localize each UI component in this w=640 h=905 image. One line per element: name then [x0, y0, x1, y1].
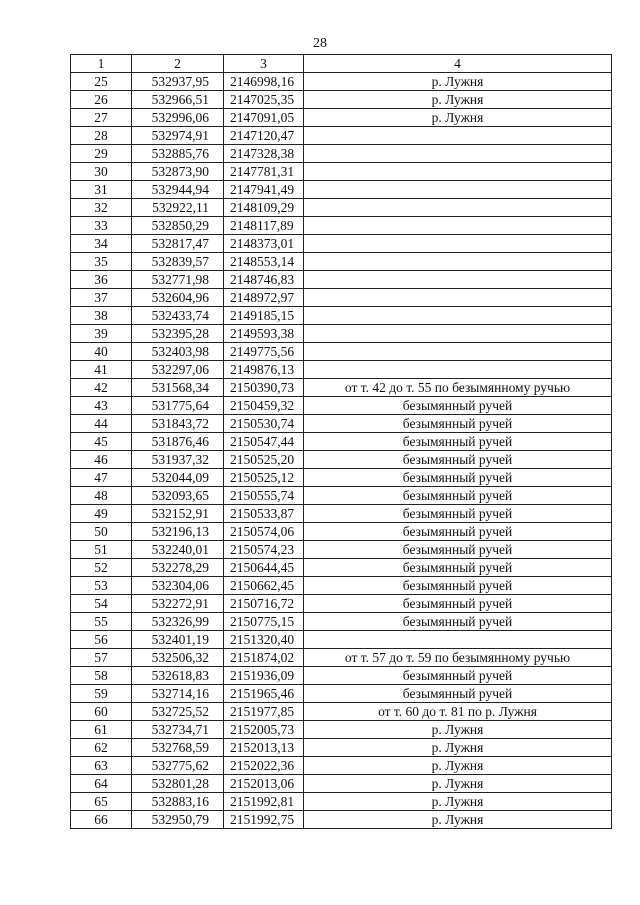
coordinate-x: 531843,72 — [132, 415, 224, 433]
coordinate-x: 532801,28 — [132, 775, 224, 793]
table-row — [71, 685, 612, 703]
boundary-description: от т. 42 до т. 55 по безымянному ручью — [304, 379, 612, 397]
point-number: 65 — [71, 793, 132, 811]
coordinate-x: 532734,71 — [132, 721, 224, 739]
coordinate-y: 2147120,47 — [224, 127, 304, 145]
boundary-description: безымянный ручей — [304, 469, 612, 487]
boundary-description: р. Лужня — [304, 775, 612, 793]
table-row — [71, 811, 612, 829]
table-row — [71, 415, 612, 433]
coordinate-x: 532506,32 — [132, 649, 224, 667]
point-number: 37 — [71, 289, 132, 307]
boundary-description — [304, 145, 612, 163]
coordinate-x: 532326,99 — [132, 613, 224, 631]
table-row — [71, 199, 612, 217]
header-row — [71, 55, 612, 73]
coordinate-y: 2150574,06 — [224, 523, 304, 541]
coordinate-x: 532771,98 — [132, 271, 224, 289]
coordinate-x: 532966,51 — [132, 91, 224, 109]
coordinate-x: 532240,01 — [132, 541, 224, 559]
point-number: 26 — [71, 91, 132, 109]
boundary-description — [304, 631, 612, 649]
point-number: 47 — [71, 469, 132, 487]
coordinate-y: 2148972,97 — [224, 289, 304, 307]
boundary-description — [304, 361, 612, 379]
table-row — [71, 505, 612, 523]
coordinate-y: 2151936,09 — [224, 667, 304, 685]
coordinate-x: 531876,46 — [132, 433, 224, 451]
boundary-description: безымянный ручей — [304, 667, 612, 685]
page-number: 28 — [313, 36, 327, 51]
coordinate-x: 532950,79 — [132, 811, 224, 829]
coordinate-y: 2148109,29 — [224, 199, 304, 217]
coordinate-y: 2148117,89 — [224, 217, 304, 235]
coordinate-y: 2147328,38 — [224, 145, 304, 163]
table-row — [71, 181, 612, 199]
point-number: 48 — [71, 487, 132, 505]
table-row — [71, 595, 612, 613]
coordinate-y: 2151992,75 — [224, 811, 304, 829]
boundary-description: от т. 60 до т. 81 по р. Лужня — [304, 703, 612, 721]
point-number: 58 — [71, 667, 132, 685]
coordinate-x: 532304,06 — [132, 577, 224, 595]
point-number: 30 — [71, 163, 132, 181]
point-number: 59 — [71, 685, 132, 703]
boundary-description — [304, 271, 612, 289]
coordinate-x: 532725,52 — [132, 703, 224, 721]
point-number: 45 — [71, 433, 132, 451]
table-row — [71, 343, 612, 361]
point-number: 38 — [71, 307, 132, 325]
boundary-description: р. Лужня — [304, 811, 612, 829]
boundary-description — [304, 289, 612, 307]
coordinate-y: 2150530,74 — [224, 415, 304, 433]
table-row — [71, 307, 612, 325]
boundary-description: р. Лужня — [304, 793, 612, 811]
point-number: 52 — [71, 559, 132, 577]
point-number: 43 — [71, 397, 132, 415]
coordinate-y: 2151992,81 — [224, 793, 304, 811]
coordinate-y: 2149185,15 — [224, 307, 304, 325]
point-number: 63 — [71, 757, 132, 775]
point-number: 31 — [71, 181, 132, 199]
coordinate-x: 532922,11 — [132, 199, 224, 217]
boundary-description: безымянный ручей — [304, 595, 612, 613]
table-row — [71, 631, 612, 649]
coordinate-x: 532433,74 — [132, 307, 224, 325]
coordinate-y: 2148746,83 — [224, 271, 304, 289]
table-row — [71, 73, 612, 91]
coordinate-x: 532768,59 — [132, 739, 224, 757]
coordinate-y: 2152013,06 — [224, 775, 304, 793]
point-number: 40 — [71, 343, 132, 361]
table-row — [71, 793, 612, 811]
coordinate-y: 2150644,45 — [224, 559, 304, 577]
table-row — [71, 577, 612, 595]
point-number: 61 — [71, 721, 132, 739]
coordinate-y: 2150525,20 — [224, 451, 304, 469]
table-row — [71, 721, 612, 739]
coordinate-x: 532272,91 — [132, 595, 224, 613]
boundary-description: безымянный ручей — [304, 577, 612, 595]
boundary-description: р. Лужня — [304, 757, 612, 775]
coordinate-x: 532839,57 — [132, 253, 224, 271]
coordinate-y: 2152022,36 — [224, 757, 304, 775]
point-number: 64 — [71, 775, 132, 793]
boundary-description: безымянный ручей — [304, 505, 612, 523]
coordinate-x: 532883,16 — [132, 793, 224, 811]
table-row — [71, 271, 612, 289]
boundary-description — [304, 181, 612, 199]
table-row — [71, 379, 612, 397]
table-row — [71, 109, 612, 127]
boundary-description: безымянный ручей — [304, 451, 612, 469]
coordinate-x: 532044,09 — [132, 469, 224, 487]
table-row — [71, 253, 612, 271]
coordinates-table — [70, 54, 612, 829]
point-number: 60 — [71, 703, 132, 721]
table-header — [71, 55, 612, 73]
point-number: 35 — [71, 253, 132, 271]
boundary-description — [304, 253, 612, 271]
coordinate-y: 2147781,31 — [224, 163, 304, 181]
coordinate-x: 532873,90 — [132, 163, 224, 181]
coordinate-y: 2148373,01 — [224, 235, 304, 253]
coordinate-y: 2150459,32 — [224, 397, 304, 415]
boundary-description — [304, 217, 612, 235]
coordinate-x: 532093,65 — [132, 487, 224, 505]
boundary-description — [304, 199, 612, 217]
table-row — [71, 739, 612, 757]
coordinate-y: 2150555,74 — [224, 487, 304, 505]
coordinate-x: 531937,32 — [132, 451, 224, 469]
point-number: 42 — [71, 379, 132, 397]
point-number: 62 — [71, 739, 132, 757]
column-header-1: 1 — [71, 55, 132, 73]
coordinate-x: 532974,91 — [132, 127, 224, 145]
table-row — [71, 703, 612, 721]
coordinate-x: 531775,64 — [132, 397, 224, 415]
point-number: 33 — [71, 217, 132, 235]
table-body — [71, 73, 612, 829]
point-number: 49 — [71, 505, 132, 523]
coordinate-x: 532937,95 — [132, 73, 224, 91]
point-number: 39 — [71, 325, 132, 343]
boundary-description: безымянный ручей — [304, 415, 612, 433]
table-row — [71, 325, 612, 343]
boundary-description: безымянный ручей — [304, 559, 612, 577]
point-number: 54 — [71, 595, 132, 613]
coordinate-y: 2150525,12 — [224, 469, 304, 487]
coordinate-y: 2150547,44 — [224, 433, 304, 451]
coordinate-x: 532850,29 — [132, 217, 224, 235]
coordinate-x: 532996,06 — [132, 109, 224, 127]
coordinate-y: 2150390,73 — [224, 379, 304, 397]
boundary-description: р. Лужня — [304, 91, 612, 109]
table-row — [71, 775, 612, 793]
coordinate-y: 2150716,72 — [224, 595, 304, 613]
coordinate-y: 2147941,49 — [224, 181, 304, 199]
coordinate-y: 2151320,40 — [224, 631, 304, 649]
boundary-description: безымянный ручей — [304, 613, 612, 631]
point-number: 41 — [71, 361, 132, 379]
coordinate-y: 2148553,14 — [224, 253, 304, 271]
boundary-description — [304, 325, 612, 343]
coordinate-x: 532395,28 — [132, 325, 224, 343]
coordinate-x: 532714,16 — [132, 685, 224, 703]
coordinate-x: 532817,47 — [132, 235, 224, 253]
coordinate-y: 2147091,05 — [224, 109, 304, 127]
table-row — [71, 649, 612, 667]
coordinate-x: 532196,13 — [132, 523, 224, 541]
boundary-description: р. Лужня — [304, 721, 612, 739]
boundary-description — [304, 127, 612, 145]
table-row — [71, 361, 612, 379]
coordinate-x: 532618,83 — [132, 667, 224, 685]
table-row — [71, 163, 612, 181]
coordinate-y: 2146998,16 — [224, 73, 304, 91]
column-header-3: 3 — [224, 55, 304, 73]
coordinate-y: 2150574,23 — [224, 541, 304, 559]
point-number: 25 — [71, 73, 132, 91]
point-number: 44 — [71, 415, 132, 433]
coordinate-x: 532885,76 — [132, 145, 224, 163]
point-number: 53 — [71, 577, 132, 595]
point-number: 57 — [71, 649, 132, 667]
table-row — [71, 217, 612, 235]
coordinate-y: 2147025,35 — [224, 91, 304, 109]
table-row — [71, 667, 612, 685]
table-row — [71, 397, 612, 415]
coordinate-y: 2150533,87 — [224, 505, 304, 523]
point-number: 56 — [71, 631, 132, 649]
table-row — [71, 469, 612, 487]
point-number: 46 — [71, 451, 132, 469]
coordinate-y: 2150775,15 — [224, 613, 304, 631]
boundary-description: безымянный ручей — [304, 523, 612, 541]
coordinate-y: 2150662,45 — [224, 577, 304, 595]
table-row — [71, 559, 612, 577]
table-row — [71, 613, 612, 631]
table-row — [71, 127, 612, 145]
coordinate-x: 532278,29 — [132, 559, 224, 577]
point-number: 50 — [71, 523, 132, 541]
coordinate-y: 2149876,13 — [224, 361, 304, 379]
point-number: 66 — [71, 811, 132, 829]
coordinate-y: 2151965,46 — [224, 685, 304, 703]
point-number: 28 — [71, 127, 132, 145]
coordinate-x: 532297,06 — [132, 361, 224, 379]
point-number: 55 — [71, 613, 132, 631]
coordinate-x: 532152,91 — [132, 505, 224, 523]
boundary-description: безымянный ручей — [304, 685, 612, 703]
table-row — [71, 235, 612, 253]
coordinate-y: 2152005,73 — [224, 721, 304, 739]
table-row — [71, 451, 612, 469]
point-number: 34 — [71, 235, 132, 253]
coordinate-x: 532944,94 — [132, 181, 224, 199]
coordinate-x: 532604,96 — [132, 289, 224, 307]
boundary-description — [304, 235, 612, 253]
point-number: 51 — [71, 541, 132, 559]
boundary-description: безымянный ручей — [304, 541, 612, 559]
coordinate-x: 532403,98 — [132, 343, 224, 361]
coordinate-y: 2149593,38 — [224, 325, 304, 343]
coordinate-y: 2149775,56 — [224, 343, 304, 361]
table-row — [71, 487, 612, 505]
column-header-2: 2 — [132, 55, 224, 73]
coordinate-x: 532775,62 — [132, 757, 224, 775]
point-number: 27 — [71, 109, 132, 127]
table-row — [71, 91, 612, 109]
boundary-description: р. Лужня — [304, 73, 612, 91]
point-number: 29 — [71, 145, 132, 163]
boundary-description: от т. 57 до т. 59 по безымянному ручью — [304, 649, 612, 667]
column-header-4: 4 — [304, 55, 612, 73]
point-number: 32 — [71, 199, 132, 217]
table-row — [71, 523, 612, 541]
boundary-description — [304, 307, 612, 325]
boundary-description — [304, 343, 612, 361]
table-row — [71, 757, 612, 775]
boundary-description: безымянный ручей — [304, 487, 612, 505]
coordinate-x: 532401,19 — [132, 631, 224, 649]
coordinate-y: 2151874,02 — [224, 649, 304, 667]
boundary-description: безымянный ручей — [304, 433, 612, 451]
table-row — [71, 289, 612, 307]
boundary-description: безымянный ручей — [304, 397, 612, 415]
coordinate-y: 2151977,85 — [224, 703, 304, 721]
coordinate-x: 531568,34 — [132, 379, 224, 397]
table-row — [71, 145, 612, 163]
table-row — [71, 433, 612, 451]
boundary-description: р. Лужня — [304, 739, 612, 757]
boundary-description — [304, 163, 612, 181]
point-number: 36 — [71, 271, 132, 289]
boundary-description: р. Лужня — [304, 109, 612, 127]
coordinate-y: 2152013,13 — [224, 739, 304, 757]
table-row — [71, 541, 612, 559]
